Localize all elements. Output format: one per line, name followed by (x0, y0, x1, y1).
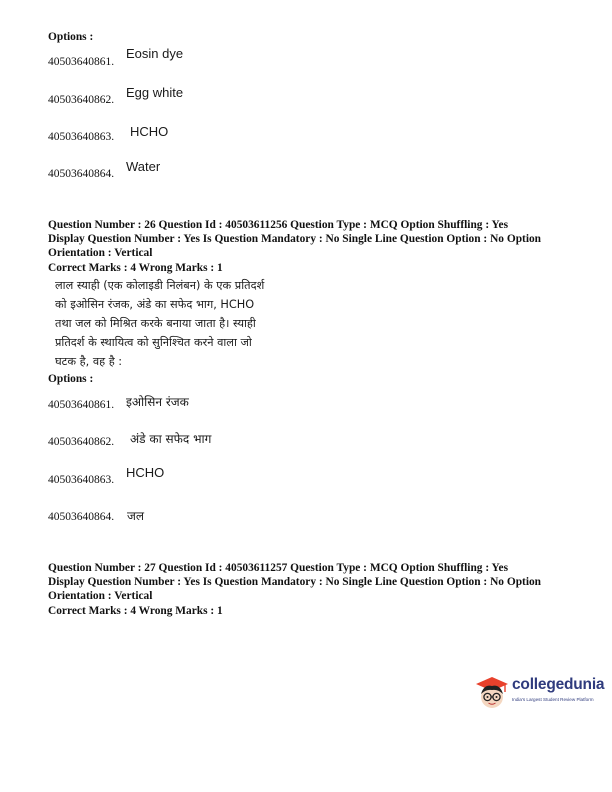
question-header-line: Orientation : Vertical (48, 247, 153, 259)
option-id: 40503640861. (48, 56, 115, 68)
option-id: 40503640862. (48, 436, 115, 448)
option-text: HCHO (126, 465, 165, 480)
option-text: इओसिन रंजक (126, 395, 189, 409)
question-body-line: को इओसिन रंजक, अंडे का सफेद भाग, HCHO (55, 298, 255, 311)
option-text: जल (127, 509, 145, 523)
option-text: Egg white (126, 85, 184, 100)
question-marks: Correct Marks : 4 Wrong Marks : 1 (48, 262, 223, 274)
question-header-line: Orientation : Vertical (48, 590, 153, 602)
option-id: 40503640862. (48, 94, 115, 106)
options-label: Options : (48, 31, 94, 43)
question-header-line: Display Question Number : Yes Is Question Mandatory : No Single Line Question Option : No Option (48, 576, 542, 588)
option-text: HCHO (130, 124, 169, 139)
options-label: Options : (48, 373, 94, 385)
question-marks: Correct Marks : 4 Wrong Marks : 1 (48, 605, 223, 617)
question-header-line: Question Number : 26 Question Id : 40503611256 Question Type : MCQ Option Shuffling : Yes (48, 219, 508, 231)
option-id: 40503640864. (48, 168, 115, 180)
question-body-line: लाल स्याही (एक कोलाइडी निलंबन) के एक प्रतिदर्श (55, 279, 265, 292)
option-id: 40503640863. (48, 131, 115, 143)
option-id: 40503640863. (48, 474, 115, 486)
logo-name: collegedunia (512, 676, 605, 693)
question-header-line: Question Number : 27 Question Id : 40503611257 Question Type : MCQ Option Shuffling : Yes (48, 562, 508, 574)
question-header-line: Display Question Number : Yes Is Question Mandatory : No Single Line Question Option : No Option (48, 233, 542, 245)
question-body-line: घटक है, वह है : (55, 355, 123, 368)
option-id: 40503640861. (48, 399, 115, 411)
option-text: Eosin dye (126, 46, 184, 61)
logo-tagline: India's Largest Student Review Platform (512, 697, 594, 702)
question-body-line: प्रतिदर्श के स्थायित्व को सुनिश्चित करने वाला जो (55, 336, 252, 349)
option-text: अंडे का सफेद भाग (130, 432, 212, 446)
option-text: Water (126, 159, 161, 174)
option-id: 40503640864. (48, 511, 115, 523)
question-body-line: तथा जल को मिश्रित करके बनाया जाता है। स्याही (55, 317, 256, 330)
collegedunia-mascot-icon (472, 670, 512, 712)
